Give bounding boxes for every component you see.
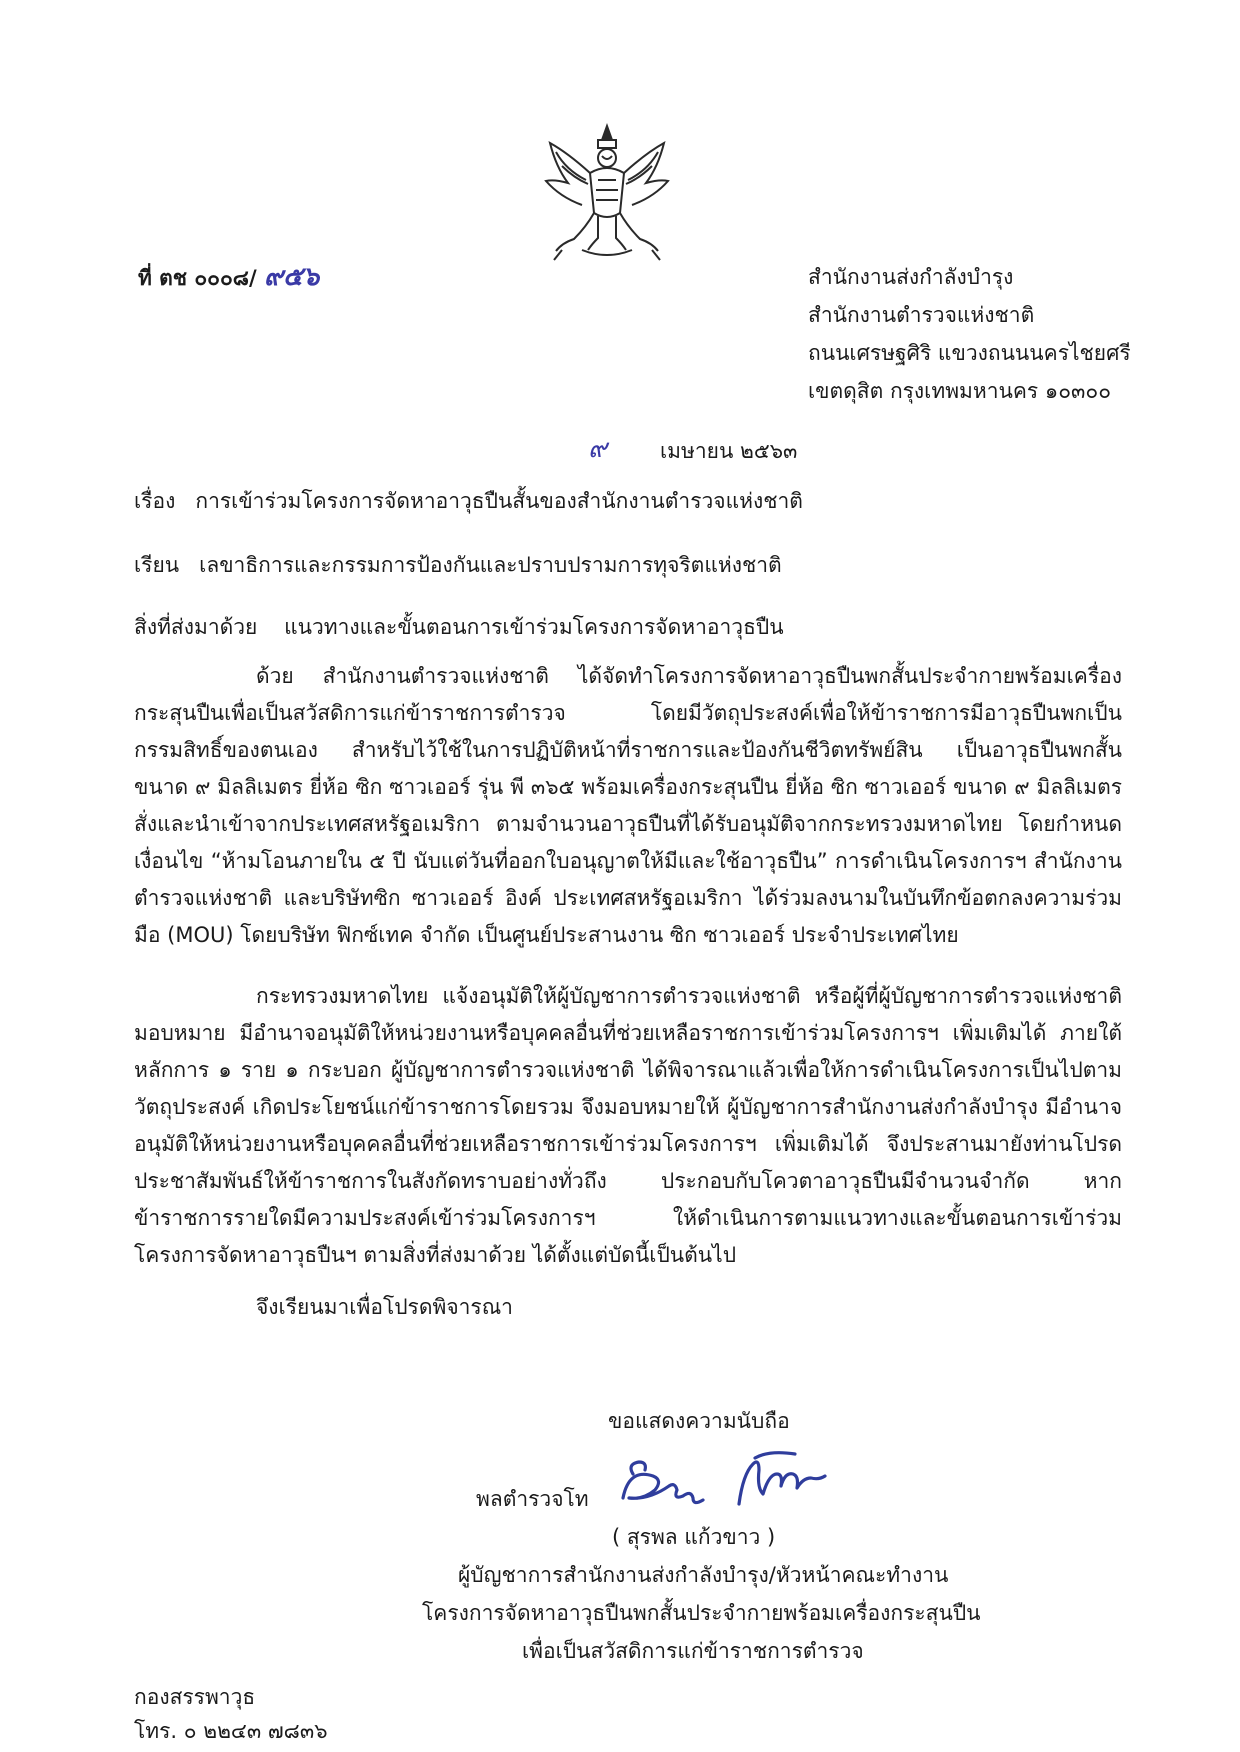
footer-office: กองสรรพาวุธ (134, 1685, 256, 1709)
date-month-year: เมษายน ๒๕๖๓ (660, 439, 798, 463)
complimentary-close: ขอแสดงความนับถือ (608, 1409, 790, 1433)
sender-line-3: ถนนเศรษฐศิริ แขวงถนนนครไชยศรี (808, 341, 1131, 365)
to-line (134, 550, 782, 580)
subject-line (134, 486, 803, 516)
reference-number (138, 262, 319, 293)
to-label: เรียน (134, 553, 180, 577)
date-day-handwritten: ๙ (588, 434, 608, 464)
reference-number-handwritten: ๙๕๖ (264, 262, 320, 292)
body-paragraph-1 (134, 658, 1122, 954)
signer-name: ( สุรพล แก้วขาว ) (612, 1525, 776, 1549)
paragraph-1-text: ด้วย สำนักงานตำรวจแห่งชาติ ได้จัดทำโครงการจัดหาอาวุธปืนพกสั้นประจำกายพร้อมเครื่องกระสุนปืนเพื่อเป็นสวัสดิการแก่ข้าราชการตำรวจ โดยมีวัตถุประสงค์เพื่อให้ข้าราชการมีอาวุธปืนพกเป็นกรรมสิทธิ์ของตนเอง สำหรับไว้ใช้ในการปฏิบัติหน้าที่ราชการและป้องกันชีวิตทรัพย์สิน เป็นอาวุธปืนพกสั้น ขนาด ๙ มิลลิเมตร ยี่ห้อ ซิก ซาวเออร์ รุ่น พี ๓๖๕ พร้อมเครื่องกระสุนปืน ยี่ห้อ ซิก ซาวเออร์ ขนาด ๙ มิลลิเมตร สั่งและนำเข้าจากประเทศสหรัฐอเมริกา ตามจำนวนอาวุธปืนที่ได้รับอนุมัติจากกระทรวงมหาดไทย โดยกำหนดเงื่อนไข “ห้ามโอนภายใน ๕ ปี นับแต่วันที่ออกใบอนุญาตให้มีและใช้อาวุธปืน” การดำเนินโครงการฯ สำนักงานตำรวจแห่งชาติ และบริษัทซิก ซาวเออร์ อิงค์ ประเทศสหรัฐอเมริกา ได้ร่วมลงนามในบันทึกข้อตกลงความร่วมมือ (MOU) โดยบริษัท ฟิกซ์เทค จำกัด เป็นศูนย์ประสานงาน ซิก ซาวเออร์ ประจำประเทศไทย (134, 664, 1122, 947)
handwritten-signature (615, 1448, 845, 1520)
subject-label: เรื่อง (134, 489, 176, 513)
reference-prefix: ที่ ตช ๐๐๐๘/ (138, 266, 257, 290)
sender-line-1: สำนักงานส่งกำลังบำรุง (808, 265, 1014, 289)
enclosure-label: สิ่งที่ส่งมาด้วย (134, 615, 258, 639)
signer-rank: พลตำรวจโท (476, 1487, 589, 1511)
signer-position-line-3: เพื่อเป็นสวัสดิการแก่ข้าราชการตำรวจ (522, 1639, 864, 1663)
to-text: เลขาธิการและกรรมการป้องกันและปราบปรามการทุจริตแห่งชาติ (199, 553, 782, 577)
paragraph-2-text: กระทรวงมหาดไทย แจ้งอนุมัติให้ผู้บัญชาการตำรวจแห่งชาติ หรือผู้ที่ผู้บัญชาการตำรวจแห่งชาติมอบหมาย มีอำนาจอนุมัติให้หน่วยงานหรือบุคคลอื่นที่ช่วยเหลือราชการเข้าร่วมโครงการฯ เพิ่มเติมได้ ภายใต้หลักการ ๑ ราย ๑ กระบอก ผู้บัญชาการตำรวจแห่งชาติ ได้พิจารณาแล้วเพื่อให้การดำเนินโครงการเป็นไปตามวัตถุประสงค์ เกิดประโยชน์แก่ข้าราชการโดยรวม จึงมอบหมายให้ ผู้บัญชาการสำนักงานส่งกำลังบำรุง มีอำนาจอนุมัติให้หน่วยงานหรือบุคคลอื่นที่ช่วยเหลือราชการเข้าร่วมโครงการฯ เพิ่มเติมได้ จึงประสานมายังท่านโปรดประชาสัมพันธ์ให้ข้าราชการในสังกัดทราบอย่างทั่วถึง ประกอบกับโควตาอาวุธปืนมีจำนวนจำกัด หากข้าราชการรายใดมีความประสงค์เข้าร่วมโครงการฯ ให้ดำเนินการตามแนวทางและขั้นตอนการเข้าร่วมโครงการจัดหาอาวุธปืนฯ ตามสิ่งที่ส่งมาด้วย ได้ตั้งแต่บัดนี้เป็นต้นไป (134, 984, 1122, 1267)
garuda-emblem (532, 118, 682, 268)
footer-phone: โทร. ๐ ๒๒๔๓ ๗๘๓๖ (134, 1719, 328, 1743)
signer-position-line-1: ผู้บัญชาการสำนักงานส่งกำลังบำรุง/หัวหน้าคณะทำงาน (458, 1563, 949, 1587)
enclosure-line (134, 612, 784, 642)
closing-request: จึงเรียนมาเพื่อโปรดพิจารณา (256, 1295, 513, 1319)
subject-text: การเข้าร่วมโครงการจัดหาอาวุธปืนสั้นของสำนักงานตำรวจแห่งชาติ (195, 489, 803, 513)
signer-position-line-2: โครงการจัดหาอาวุธปืนพกสั้นประจำกายพร้อมเครื่องกระสุนปืน (422, 1601, 981, 1625)
sender-line-4: เขตดุสิต กรุงเทพมหานคร ๑๐๓๐๐ (808, 379, 1112, 403)
sender-line-2: สำนักงานตำรวจแห่งชาติ (808, 303, 1035, 327)
body-paragraph-2 (134, 978, 1122, 1274)
enclosure-text: แนวทางและขั้นตอนการเข้าร่วมโครงการจัดหาอาวุธปืน (284, 615, 784, 639)
